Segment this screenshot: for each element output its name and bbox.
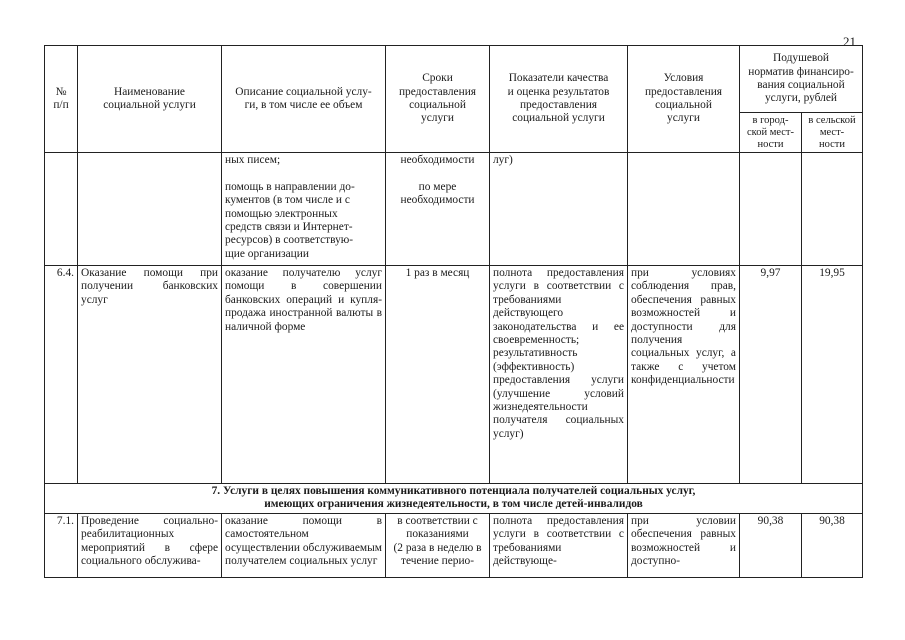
section-heading: 7. Услуги в целях повышения коммуникативного потенциала получателей социальных услуг, имеющих ограничения жизнедеятельности, в том числе детей-инвалидов bbox=[45, 484, 863, 514]
cell-rural: 19,95 bbox=[802, 266, 863, 484]
cell-name: Оказание помощи при получении банковских услуг bbox=[78, 266, 222, 484]
table-row bbox=[45, 266, 863, 484]
cell-urban: 9,97 bbox=[740, 266, 802, 484]
page-number: 21 bbox=[843, 34, 856, 49]
cell-terms: в соответствии с показаниями (2 раза в неделю в течение перио- bbox=[386, 513, 490, 577]
cell-conditions: при условии обеспечения равных возможностей и доступно- bbox=[628, 513, 740, 577]
header-name: Наименование социальной услуги bbox=[78, 46, 222, 153]
cell-urban bbox=[740, 153, 802, 266]
header-norm: Подушевой норматив финансиро- вания социальной услуги, рублей bbox=[740, 46, 863, 113]
cell-num bbox=[45, 153, 78, 266]
cell-name: Проведение социально-реабилитационных мероприятий в сфере социального обслужива- bbox=[78, 513, 222, 577]
cell-name bbox=[78, 153, 222, 266]
cell-urban: 90,38 bbox=[740, 513, 802, 577]
header-description: Описание социальной услу- ги, в том числе ее объем bbox=[222, 46, 386, 153]
table-row bbox=[45, 153, 863, 266]
header-quality: Показатели качества и оценка результатов предоставления социальной услуги bbox=[490, 46, 628, 153]
cell-num: 6.4. bbox=[45, 266, 78, 484]
cell-num: 7.1. bbox=[45, 513, 78, 577]
cell-description: оказание помощи в самостоятельном осуществлении обслуживаемым получателем социальных услуг bbox=[222, 513, 386, 577]
cell-terms: необходимости по мере необходимости bbox=[386, 153, 490, 266]
header-rural: в сельской мест- ности bbox=[802, 113, 863, 153]
cell-quality: полнота предоставления услуги в соответствии с требованиями действующе- bbox=[490, 513, 628, 577]
cell-rural: 90,38 bbox=[802, 513, 863, 577]
section-row bbox=[45, 484, 863, 514]
cell-quality: луг) bbox=[490, 153, 628, 266]
cell-rural bbox=[802, 153, 863, 266]
header-terms: Сроки предоставления социальной услуги bbox=[386, 46, 490, 153]
cell-conditions: при условиях соблюдения прав, обеспечения равных возможностей и доступности для получения социальных услуг, а также с учетом конфиденциальности bbox=[628, 266, 740, 484]
header-urban: в город- ской мест- ности bbox=[740, 113, 802, 153]
cell-description: ных писем; помощь в направлении до- кументов (в том числе и с помощью электронных средств связи и Интернет- ресурсов) в соответствую- щие организации bbox=[222, 153, 386, 266]
cell-terms: 1 раз в месяц bbox=[386, 266, 490, 484]
header-num: № п/п bbox=[45, 46, 78, 153]
social-services-table bbox=[44, 45, 863, 578]
header-conditions: Условия предоставления социальной услуги bbox=[628, 46, 740, 153]
cell-quality: полнота предоставления услуги в соответствии с требованиями действующего законодательства и ее своевременность; результативность (эффективность) предоставления услуги (улучшение условий жизнедеятельности получателя социальных услуг) bbox=[490, 266, 628, 484]
cell-conditions bbox=[628, 153, 740, 266]
table-row bbox=[45, 513, 863, 577]
cell-description: оказание получателю услуг помощи в совершении банковских операций и купля-продажа иностранной валюты в наличной форме bbox=[222, 266, 386, 484]
